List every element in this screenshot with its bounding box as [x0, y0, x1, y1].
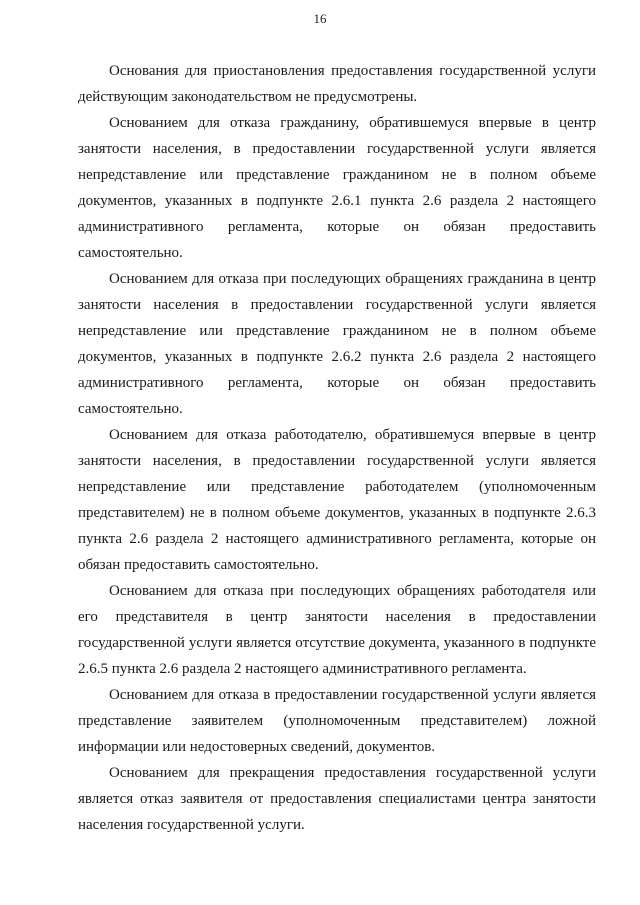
paragraph-termination-grounds: Основанием для прекращения предоставления государственной услуги является отказ заявителя от предоставления специалистами центра занятости населения государственной услуги.	[78, 765, 596, 833]
paragraph-employer-repeat-refusal: Основанием для отказа при последующих обращениях работодателя или его представителя в центр занятости населения в предоставлении государственной услуги является отсутствие документа, указанного в подпункте 2.6.5 пункта 2.6 раздела 2 настоящего административного регламента.	[78, 583, 596, 677]
page-number: 16	[313, 11, 327, 26]
paragraph-suspension-grounds: Основания для приостановления предоставления государственной услуги действующим законодательством не предусмотрены.	[78, 63, 596, 105]
document-body	[78, 58, 596, 838]
paragraph-false-information-refusal: Основанием для отказа в предоставлении государственной услуги является представление заявителем (уполномоченным представителем) ложной информации или недостоверных сведений, документов.	[78, 687, 596, 755]
paragraph-employer-first-refusal: Основанием для отказа работодателю, обратившемуся впервые в центр занятости населения, в предоставлении государственной услуги является непредставление или представление работодателем (уполномоченным представителем) не в полном объеме документов, указанных в подпункте 2.6.3 пункта 2.6 раздела 2 настоящего административного регламента, которые он обязан предоставить самостоятельно.	[78, 427, 596, 573]
paragraph-citizen-repeat-refusal: Основанием для отказа при последующих обращениях гражданина в центр занятости населения в предоставлении государственной услуги является непредставление или представление гражданином не в полном объеме документов, указанных в подпункте 2.6.2 пункта 2.6 раздела 2 настоящего административного регламента, которые он обязан предоставить самостоятельно.	[78, 271, 596, 417]
paragraph-citizen-first-refusal: Основанием для отказа гражданину, обратившемуся впервые в центр занятости населения, в предоставлении государственной услуги является непредставление или представление гражданином не в полном объеме документов, указанных в подпункте 2.6.1 пункта 2.6 раздела 2 настоящего административного регламента, которые он обязан предоставить самостоятельно.	[78, 115, 596, 261]
